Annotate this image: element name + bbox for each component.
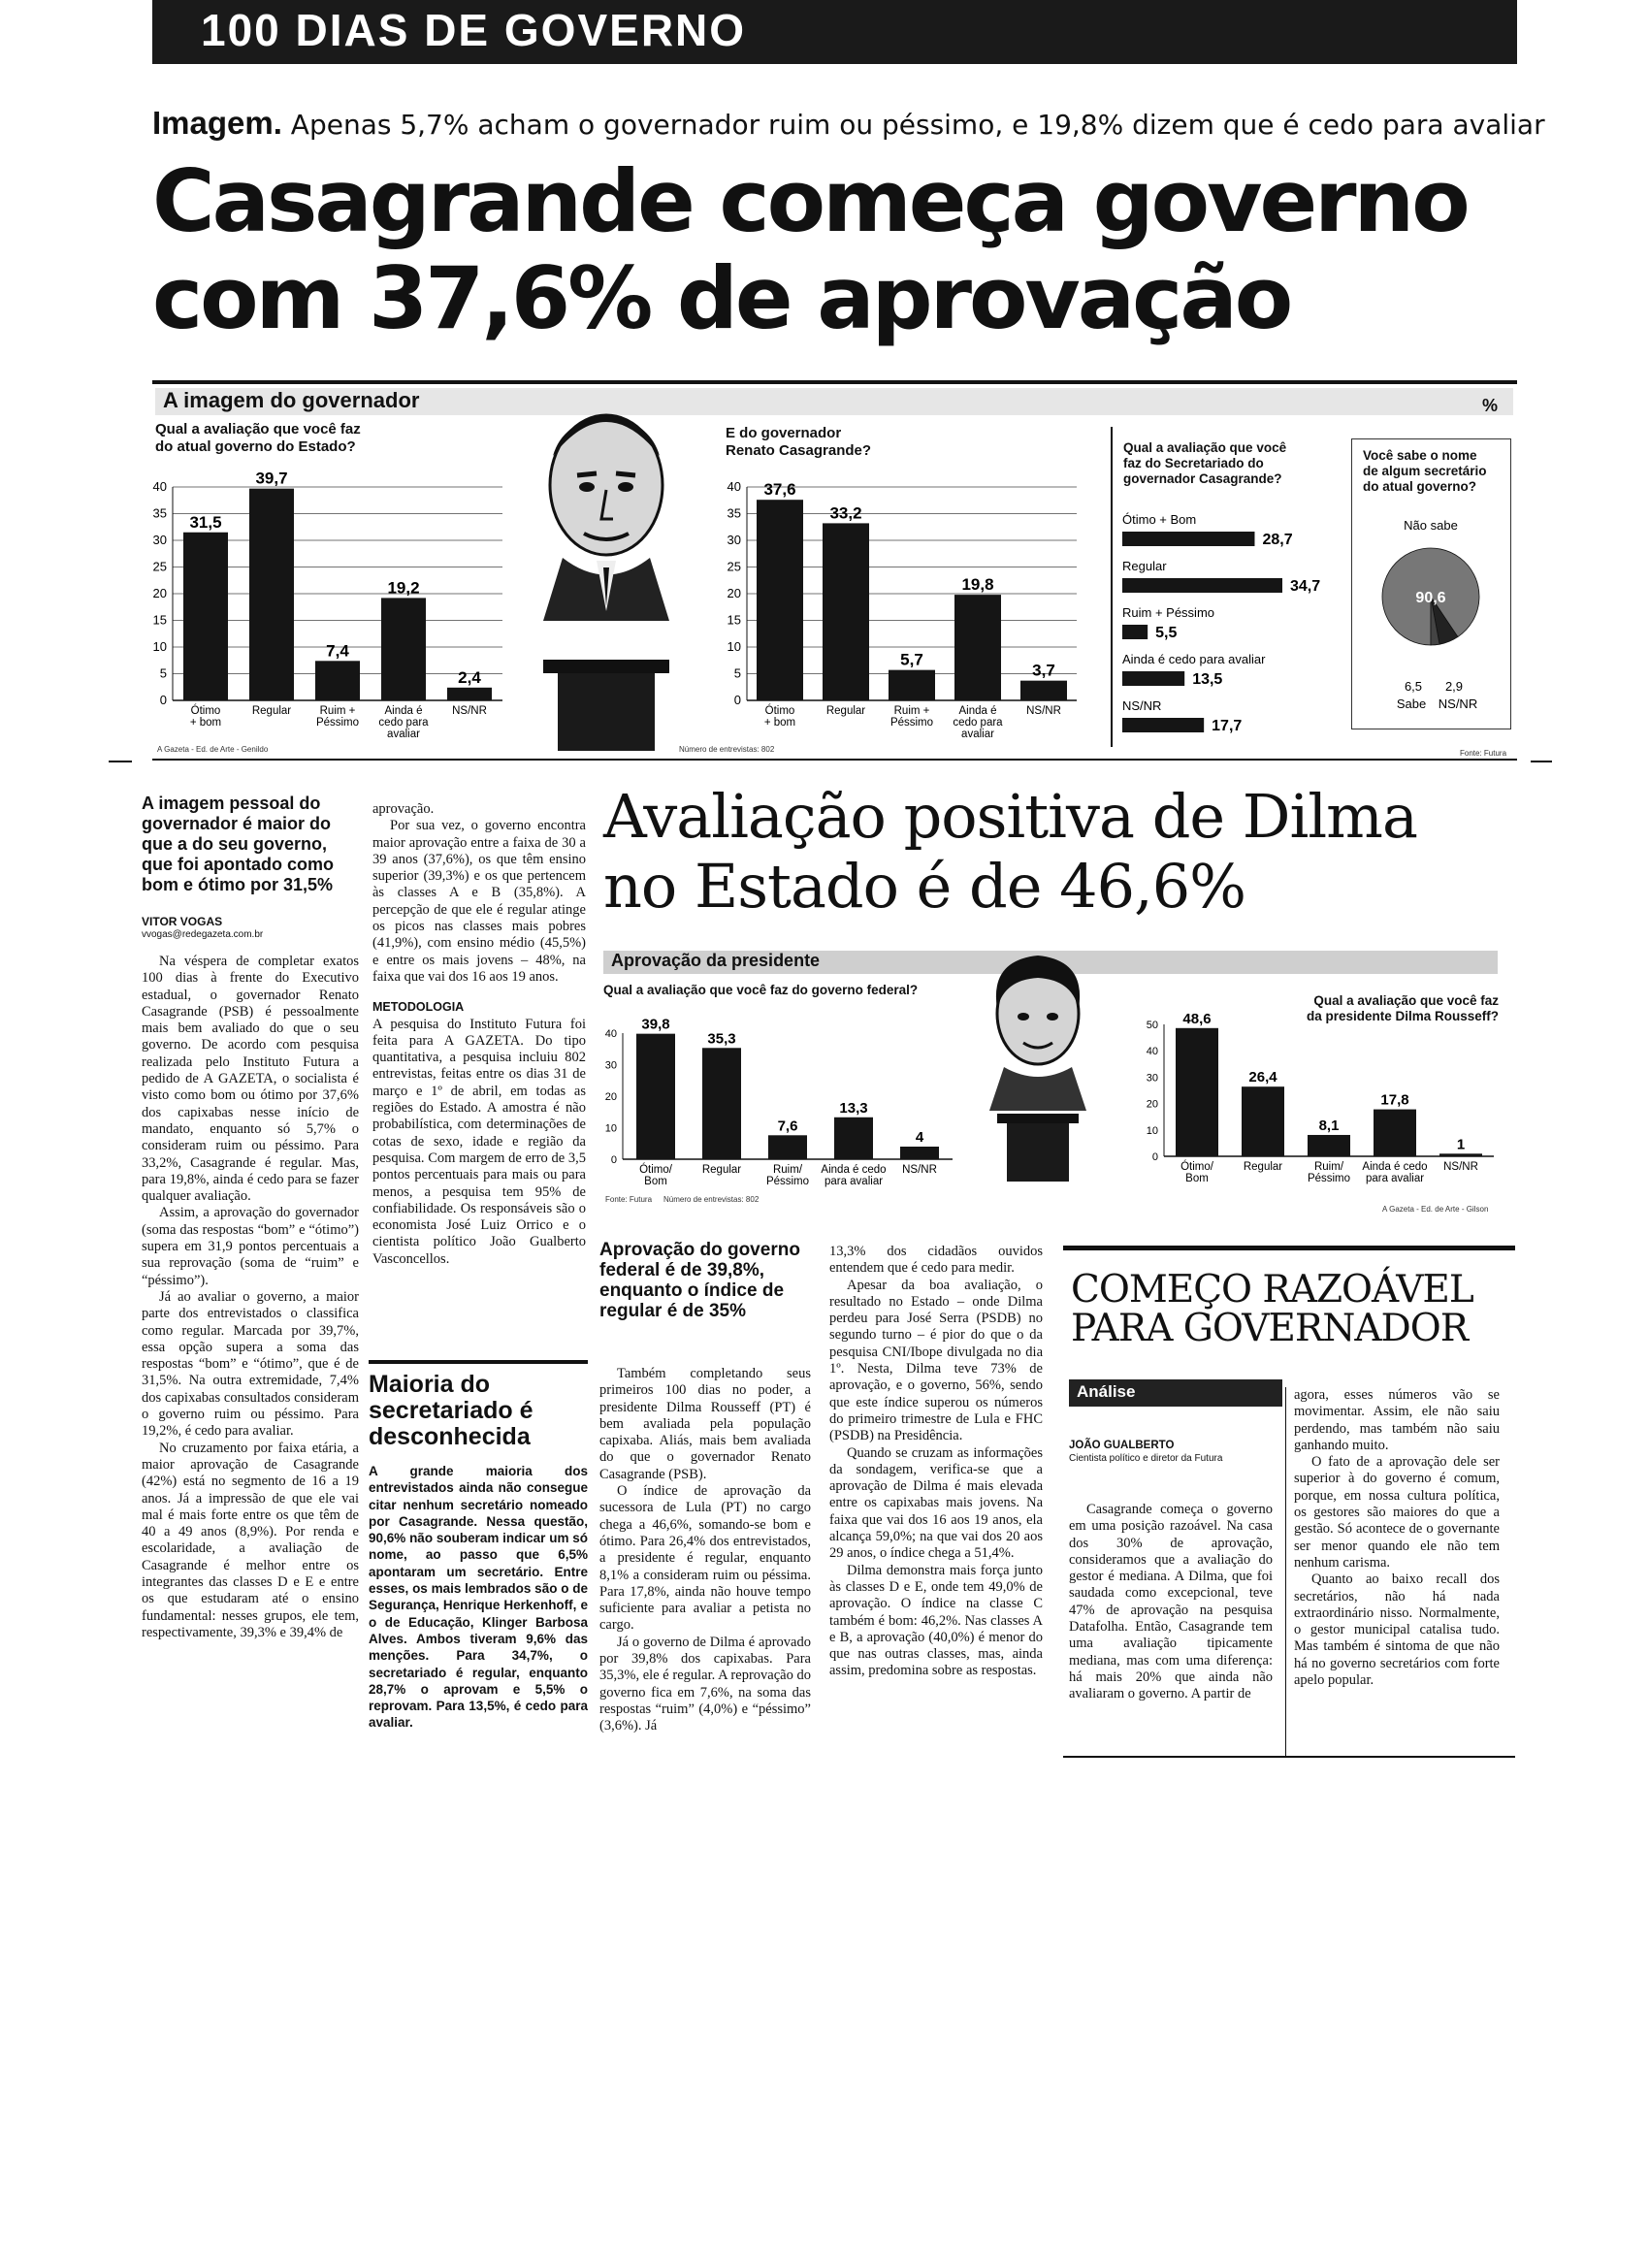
category-label: avaliar bbox=[961, 729, 994, 740]
pie-legend-label: NS/NR bbox=[1438, 697, 1478, 711]
sidebar-box-text: A grande maioria dos entrevistados ainda não consegue citar nenhum secretário nomeado por Casagrande. Nessa questão, 90,6% não souberam indicar um só nome, ao passo que 6,5% apontaram um secretário. Entre esses, os mais lembrados são o de Segurança, Henrique Herkenhoff, e o de Educação, Klinger Barbosa Alves. Ambos tiveram 9,6% das menções. Para 34,7%, o secretariado é regular, enquanto 28,7% o aprovam e 5,5% o reprovam. Para 13,5%, é cedo para avaliar. bbox=[369, 1464, 588, 1731]
chart4-question-line3: do atual governo? bbox=[1363, 479, 1477, 494]
bar-value-label: 31,5 bbox=[189, 512, 222, 532]
category-label: Regular bbox=[825, 705, 866, 717]
category-label: + bom bbox=[763, 717, 796, 729]
col1-paragraph-1: Na véspera de completar exatos 100 dias à frente do Executivo estadual, o governador Renato Casagrande (PSB) é pessoalmente mais bem avaliado do que o seu governo. De acordo com pesquisa realizada pelo Instituto Futura a pedido de A GAZETA, o socialista é visto como bom ou ótimo por 37,6% dos capixabas nesse início de mandato, enquanto só 5,7% o consideram ruim ou péssimo. Para 33,2%, Casagrande é regular. Mas, para 19,8%, ainda é cedo para se fazer qualquer avaliação. bbox=[142, 954, 359, 1205]
y-tick-label: 35 bbox=[152, 505, 167, 521]
box1-bottom-rule bbox=[152, 759, 1517, 761]
col4-paragraph-1: 13,3% dos cidadãos ouvidos entendem que é cedo para medir. bbox=[829, 1244, 1043, 1277]
y-tick-label: 0 bbox=[733, 693, 741, 707]
chart3-question bbox=[1123, 440, 1337, 487]
category-label: Regular bbox=[251, 705, 292, 717]
category-label: NS/NR bbox=[902, 1164, 937, 1176]
box1-title: A imagem do governador bbox=[163, 388, 420, 412]
category-label: Ruim/ bbox=[772, 1164, 803, 1176]
chart4-question bbox=[1363, 448, 1508, 495]
bar-value-label: 2,4 bbox=[458, 667, 481, 687]
col1-paragraph-3: Já ao avaliar o governo, a maior parte dos entrevistados o classifica como regular. Marcada por 39,7%, essa opção supera a soma das respostas “bom” e “ótimo”, que é de 31,5%. Na outra extremidade, 7,4% dos capixabas consultados consideram o governo ruim ou péssimo. Para 19,2%, é cedo para avaliar. bbox=[142, 1288, 359, 1440]
bar-value-label: 5,5 bbox=[1155, 625, 1178, 641]
bar bbox=[381, 598, 426, 700]
category-label: Ainda é bbox=[384, 705, 423, 717]
y-tick-label: 20 bbox=[604, 1091, 617, 1103]
analysis-author-role: Cientista político e diretor da Futura bbox=[1069, 1453, 1223, 1464]
chart3-question-line1: Qual a avaliação que você bbox=[1123, 440, 1287, 455]
y-tick-label: 0 bbox=[1151, 1151, 1158, 1163]
y-tick-label: 40 bbox=[1146, 1046, 1158, 1058]
category-label: Bom bbox=[1185, 1173, 1209, 1184]
col6-paragraph-2: O fato de a aprovação dele ser superior à do governo é comum, porque, em nossa cultura política, os gestores são maiores do que a gestão. Só acontece de o governante ser menor quando ele não tem nenhum carisma. bbox=[1294, 1454, 1500, 1571]
category-label: para avaliar bbox=[824, 1176, 884, 1187]
bar bbox=[1308, 1135, 1350, 1156]
category-label: cedo para bbox=[953, 717, 1003, 729]
bar-value-label: 17,7 bbox=[1212, 718, 1243, 734]
category-label: Regular bbox=[1122, 559, 1167, 573]
dilma-chart-title: Aprovação da presidente bbox=[611, 951, 821, 970]
bar bbox=[1122, 718, 1204, 732]
bar bbox=[768, 1135, 807, 1159]
bar bbox=[702, 1048, 741, 1159]
bar-value-label: 39,8 bbox=[641, 1016, 670, 1033]
methodology-text: A pesquisa do Instituto Futura foi feita para A GAZETA. Do tipo quantitativa, a pesquisa incluiu 802 entrevistas, feitas entre os dias 31 de março e 1º de abril, em todas as regiões do Estado. A amostra é não probabilística, com determinações de cotas de sexo, idade e região da pesquisa. Com margem de erro de 3,5 pontos percentuais para mais ou para menos, a pesquisa tem 95% de confiabilidade. Os responsáveis são o economista José Luiz Orrico e o cientista político João Gualberto Vasconcellos. bbox=[372, 1016, 586, 1267]
col1-body bbox=[142, 954, 359, 1641]
dilma-caricature-illustration bbox=[980, 941, 1096, 1193]
y-tick-label: 10 bbox=[1146, 1124, 1158, 1137]
y-tick-label: 30 bbox=[727, 533, 741, 547]
dilma-sample: Número de entrevistas: 802 bbox=[663, 1195, 760, 1204]
col6-body bbox=[1294, 1387, 1500, 1689]
bar bbox=[834, 1118, 873, 1159]
main-headline bbox=[152, 153, 1530, 347]
category-label: Péssimo bbox=[315, 717, 360, 729]
category-label: NS/NR bbox=[1122, 698, 1162, 713]
chart6-question-line1: Qual a avaliação que você faz bbox=[1313, 993, 1499, 1008]
y-tick-label: 20 bbox=[727, 586, 741, 600]
category-label: Ótimo bbox=[190, 705, 221, 717]
dilma-deck: Aprovação do governo federal é de 39,8%, enquanto o índice de regular é de 35% bbox=[599, 1240, 800, 1321]
category-label: Ruim + bbox=[319, 705, 356, 717]
kicker-text: Apenas 5,7% acham o governador ruim ou péssimo, e 19,8% dizem que é cedo para avaliar bbox=[290, 109, 1545, 141]
col4-body bbox=[829, 1244, 1043, 1680]
y-tick-label: 15 bbox=[152, 612, 167, 628]
category-label: Ainda é cedo bbox=[1362, 1161, 1428, 1173]
y-tick-label: 25 bbox=[727, 559, 741, 574]
analysis-bottom-rule bbox=[1063, 1756, 1515, 1758]
col2-body bbox=[372, 801, 586, 1268]
y-tick-label: 50 bbox=[1146, 1020, 1158, 1031]
category-label: Ruim + Péssimo bbox=[1122, 605, 1214, 620]
margin-mark-left bbox=[109, 761, 132, 762]
category-label: NS/NR bbox=[1026, 705, 1061, 717]
bar bbox=[757, 500, 803, 700]
category-label: avaliar bbox=[387, 729, 420, 740]
chart-secretariado bbox=[1120, 504, 1343, 747]
category-label: Péssimo bbox=[765, 1176, 810, 1187]
pie-legend-label: Sabe bbox=[1396, 697, 1427, 711]
category-label: Regular bbox=[701, 1164, 742, 1176]
col4-paragraph-2: Apesar da boa avaliação, o resultado no Estado – onde Dilma perdeu para José Serra (PSDB) no segundo turno – é pior do que o da pesquisa CNI/Ibope divulgada no dia 1º. Nesta, Dilma teve 73% de aprovação, e o governo, 56%, sendo que este índice superou os números do primeiro trimestre de Lula e FHC (PSDB) na Presidência. bbox=[829, 1277, 1043, 1444]
bar-value-label: 13,3 bbox=[839, 1099, 868, 1117]
category-label: NS/NR bbox=[452, 705, 487, 717]
col6-paragraph-1: agora, esses números vão se movimentar. Assim, ele não saiu perdendo, mas também não saiu ganhando muito. bbox=[1294, 1387, 1500, 1453]
y-tick-label: 20 bbox=[1146, 1098, 1158, 1111]
box1-source: Fonte: Futura bbox=[1460, 749, 1507, 758]
bar bbox=[1439, 1153, 1482, 1156]
y-tick-label: 0 bbox=[610, 1154, 617, 1166]
category-label: Ótimo bbox=[764, 705, 795, 717]
chart6-question-line2: da presidente Dilma Rousseff? bbox=[1306, 1009, 1499, 1023]
chart-governo-estado bbox=[146, 456, 534, 766]
analysis-tag bbox=[1069, 1379, 1282, 1407]
y-tick-label: 25 bbox=[152, 559, 167, 574]
bar bbox=[249, 489, 294, 700]
col1-byline: VITOR VOGAS bbox=[142, 915, 223, 928]
category-label: Ruim/ bbox=[1313, 1161, 1344, 1173]
y-tick-label: 40 bbox=[727, 479, 741, 494]
bar bbox=[889, 670, 935, 700]
kicker bbox=[152, 105, 1545, 142]
chart-governador bbox=[718, 456, 1106, 766]
dilma-headline-line1: Avaliação positiva de Dilma bbox=[603, 781, 1417, 852]
main-headline-line2: com 37,6% de aprovação bbox=[152, 248, 1291, 348]
y-tick-label: 30 bbox=[152, 533, 167, 547]
category-label: Ruim + bbox=[893, 705, 930, 717]
box1-top-rule bbox=[152, 380, 1517, 384]
analysis-title-line2: PARA GOVERNADOR bbox=[1071, 1307, 1469, 1350]
y-tick-label: 10 bbox=[604, 1122, 617, 1135]
y-tick-label: 30 bbox=[1146, 1072, 1158, 1085]
chart4-question-line1: Você sabe o nome bbox=[1363, 448, 1477, 463]
col6-paragraph-3: Quanto ao baixo recall dos secretários, não há nada extraordinário nisso. Normalmente, o gestor municipal catalisa tudo. Mas também é sintoma de que não há no governo secretários com forte apelo popular. bbox=[1294, 1571, 1500, 1689]
pie-value-label: 90,6 bbox=[1415, 590, 1446, 606]
col3-paragraph-2: O índice de aprovação da sucessora de Lula (PT) no cargo chega a 46,6%, somando-se bom e ótimo. Para 26,4% dos entrevistados, a presidente é regular, enquanto 8,1% a consideram ruim ou péssima. Para 17,8%, ainda não houve tempo suficiente para avaliar a petista no cargo. bbox=[599, 1483, 811, 1634]
pie-value-label: 2,9 bbox=[1444, 679, 1464, 694]
y-tick-label: 20 bbox=[152, 586, 167, 600]
chart1-question-line1: Qual a avaliação que você faz bbox=[155, 421, 361, 437]
chart3-question-line2: faz do Secretariado do bbox=[1123, 456, 1264, 470]
col4-paragraph-3: Quando se cruzam as informações da sondagem, verifica-se que a aprovação de Dilma é mais elevada entre os capixabas mais jovens. Na faixa que vai dos 16 aos 19 anos, ela alcança 59,0%; na que vai dos 20 aos 29 anos, o índice chega a 51,4%. bbox=[829, 1444, 1043, 1562]
chart4-question-line2: de algum secretário bbox=[1363, 464, 1487, 478]
analysis-author: JOÃO GUALBERTO bbox=[1069, 1440, 1175, 1451]
bar bbox=[1122, 625, 1148, 639]
col1-paragraph-4: No cruzamento por faixa etária, a maior aprovação de Casagrande (42%) está no segmento de 16 a 19 anos. Já a impressão de que ele vai mal é mais forte entre os que têm de 40 a 49 anos (8,9%). Por renda e escolaridade, a avaliação de Casagrande é melhor entre os integrantes das classes D e E e entre os que estudaram até o ensino fundamental: nesses grupos, ele tem, respectivamente, 39,3% e 39,4% de bbox=[142, 1440, 359, 1640]
pie-legend-label: Não sabe bbox=[1404, 518, 1458, 533]
chart-governo-federal bbox=[594, 1004, 972, 1198]
bar-value-label: 48,6 bbox=[1182, 1010, 1212, 1027]
category-label: Ainda é cedo bbox=[821, 1164, 887, 1176]
box1-sample: Número de entrevistas: 802 bbox=[679, 745, 775, 754]
bar-value-label: 4 bbox=[915, 1129, 924, 1146]
y-tick-label: 30 bbox=[604, 1059, 617, 1072]
dilma-headline-line2: no Estado é de 46,6% bbox=[603, 851, 1246, 922]
col3-body bbox=[599, 1366, 811, 1735]
col2-paragraph-2: Por sua vez, o governo encontra maior aprovação entre a faixa de 30 a 39 anos (37,6%), os que têm ensino superior (39,3%) e os que pertencem às classes A e B (35,8%). A percepção de que ele é regular atinge os picos nas classes mais pobres (41,9%), com ensino médio (45,5%) e entre os mais jovens – 48%, na faixa que vai dos 16 aos 19 anos. bbox=[372, 818, 586, 985]
bar-value-label: 35,3 bbox=[707, 1030, 736, 1048]
chart2-question-line2: Renato Casagrande? bbox=[726, 442, 872, 459]
analysis-top-rule bbox=[1063, 1246, 1515, 1250]
dilma-headline bbox=[603, 782, 1535, 922]
y-tick-label: 40 bbox=[604, 1028, 617, 1040]
bar bbox=[447, 688, 492, 700]
section-banner bbox=[152, 0, 1517, 64]
analysis-title bbox=[1071, 1268, 1517, 1350]
col5-paragraph: Casagrande começa o governo em uma posição razoável. Na casa dos 30% de aprovação, consideramos que a avaliação do gestor é mediana. A Dilma, que foi saudada como excepcional, teve 47% de aprovação na pesquisa Datafolha. Então, Casagrande tem uma avaliação tipicamente mediana, mas com uma diferença: há mais 20% que ainda não avaliaram o governo. A partir de bbox=[1069, 1502, 1273, 1702]
y-tick-label: 40 bbox=[152, 479, 167, 494]
bar bbox=[954, 595, 1001, 700]
category-label: Regular bbox=[1243, 1161, 1283, 1173]
pie-value-label: 6,5 bbox=[1404, 679, 1423, 694]
governor-caricature-illustration bbox=[524, 369, 689, 757]
y-tick-label: 5 bbox=[733, 665, 741, 681]
category-label: Péssimo bbox=[889, 717, 934, 729]
main-headline-line1: Casagrande começa governo bbox=[152, 151, 1468, 251]
margin-mark-right bbox=[1531, 761, 1552, 762]
bar bbox=[1374, 1110, 1416, 1156]
box1-unit: % bbox=[1482, 396, 1499, 415]
col1-deck: A imagem pessoal do governador é maior do que a do seu governo, que foi apontado como bom e ótimo por 31,5% bbox=[142, 794, 334, 894]
chart2-question bbox=[726, 425, 958, 460]
bar-value-label: 7,6 bbox=[777, 1118, 798, 1135]
col5-body bbox=[1069, 1502, 1273, 1703]
sidebar-box-title: Maioria do secretariado é desconhecida bbox=[369, 1371, 534, 1450]
bar-value-label: 8,1 bbox=[1318, 1117, 1340, 1134]
chart1-question-line2: do atual governo do Estado? bbox=[155, 438, 356, 455]
bar bbox=[1122, 671, 1184, 686]
category-label: Ótimo + Bom bbox=[1122, 512, 1197, 527]
bar bbox=[1020, 681, 1067, 700]
chart2-question-line1: E do governador bbox=[726, 425, 842, 441]
col4-paragraph-4: Dilma demonstra mais força junto às classes D e E, onde tem 49,0% de aprovação. O índice na classe C também é bom: 46,2%. Nas classes A e B, a aprovação (40,0%) é menor do que nas outras classes, mas, ainda assim, predomina sobre as respostas. bbox=[829, 1562, 1043, 1679]
bar-value-label: 7,4 bbox=[326, 641, 349, 661]
bar-value-label: 17,8 bbox=[1380, 1091, 1409, 1109]
bar-value-label: 39,7 bbox=[255, 469, 288, 488]
analysis-column-divider bbox=[1285, 1387, 1286, 1756]
bar bbox=[1122, 532, 1254, 546]
y-tick-label: 35 bbox=[727, 505, 741, 521]
col1-paragraph-2: Assim, a aprovação do governador (soma das respostas “bom” e “ótimo”) supera em 31,9 pontos percentuais a sua reprovação (soma de “ruim” e “péssimo”). bbox=[142, 1205, 359, 1288]
bar-value-label: 5,7 bbox=[900, 650, 923, 669]
bar-value-label: 33,2 bbox=[829, 503, 862, 523]
dilma-credit: A Gazeta - Ed. de Arte - Gilson bbox=[1382, 1205, 1489, 1214]
bar bbox=[315, 661, 360, 700]
y-tick-label: 10 bbox=[727, 639, 741, 654]
y-tick-label: 0 bbox=[159, 693, 167, 707]
chart-presidente-dilma bbox=[1135, 999, 1508, 1198]
chart3-question-line3: governador Casagrande? bbox=[1123, 471, 1282, 486]
chart5-question: Qual a avaliação que você faz do governo federal? bbox=[603, 983, 919, 997]
category-label: cedo para bbox=[378, 717, 429, 729]
category-label: NS/NR bbox=[1443, 1161, 1478, 1173]
category-label: Ainda é bbox=[958, 705, 997, 717]
category-label: + bom bbox=[189, 717, 222, 729]
box1-column-divider bbox=[1111, 427, 1113, 747]
bar-value-label: 34,7 bbox=[1290, 578, 1321, 595]
category-label: Ainda é cedo para avaliar bbox=[1122, 652, 1266, 666]
col2-paragraph-1: aprovação. bbox=[372, 801, 435, 817]
analysis-title-line1: COMEÇO RAZOÁVEL bbox=[1071, 1268, 1473, 1312]
box1-credit: A Gazeta - Ed. de Arte - Genildo bbox=[157, 745, 269, 754]
category-label: Bom bbox=[644, 1176, 667, 1187]
sidebar-box-rule bbox=[369, 1360, 588, 1364]
methodology-title: METODOLOGIA bbox=[372, 1000, 465, 1015]
col3-paragraph-3: Já o governo de Dilma é aprovado por 39,8% dos capixabas. Para 35,3%, ele é regular. A reprovação do governo fica em 7,6%, na soma das respostas “ruim” (4,0%) e “péssimo” (3,6%). Já bbox=[599, 1634, 811, 1734]
y-tick-label: 10 bbox=[152, 639, 167, 654]
col3-paragraph-1: Também completando seus primeiros 100 dias no poder, a presidente Dilma Rousseff (PT) é bem avaliada pela população capixaba. Aliás, mais bem avaliada do que o governador Renato Casagrande (PSB). bbox=[599, 1366, 811, 1482]
col1-email: vvogas@redegazeta.com.br bbox=[142, 929, 264, 940]
bar-value-label: 13,5 bbox=[1192, 671, 1223, 688]
category-label: Ótimo/ bbox=[1180, 1161, 1213, 1173]
kicker-label: Imagem. bbox=[152, 105, 282, 141]
bar bbox=[1242, 1086, 1284, 1156]
bar bbox=[1176, 1028, 1218, 1156]
bar-value-label: 3,7 bbox=[1032, 661, 1055, 680]
y-tick-label: 15 bbox=[727, 612, 741, 628]
category-label: Péssimo bbox=[1307, 1173, 1351, 1184]
bar-value-label: 19,2 bbox=[387, 578, 420, 598]
bar bbox=[636, 1034, 675, 1159]
bar-value-label: 28,7 bbox=[1262, 532, 1293, 548]
dilma-source: Fonte: Futura bbox=[605, 1195, 653, 1204]
category-label: Ótimo/ bbox=[639, 1164, 672, 1176]
bar bbox=[900, 1147, 939, 1159]
bar-value-label: 1 bbox=[1456, 1136, 1466, 1153]
bar-value-label: 37,6 bbox=[763, 480, 796, 500]
bar bbox=[1122, 578, 1282, 593]
y-tick-label: 5 bbox=[159, 665, 167, 681]
category-label: para avaliar bbox=[1365, 1173, 1425, 1184]
bar bbox=[183, 533, 228, 700]
chart1-question bbox=[155, 421, 446, 456]
analysis-tag-text: Análise bbox=[1077, 1382, 1136, 1401]
chart-conhece-secretario bbox=[1353, 504, 1510, 723]
section-banner-text: 100 DIAS DE GOVERNO bbox=[201, 5, 747, 55]
bar bbox=[823, 523, 869, 700]
bar-value-label: 26,4 bbox=[1248, 1069, 1277, 1086]
bar-value-label: 19,8 bbox=[961, 575, 994, 595]
